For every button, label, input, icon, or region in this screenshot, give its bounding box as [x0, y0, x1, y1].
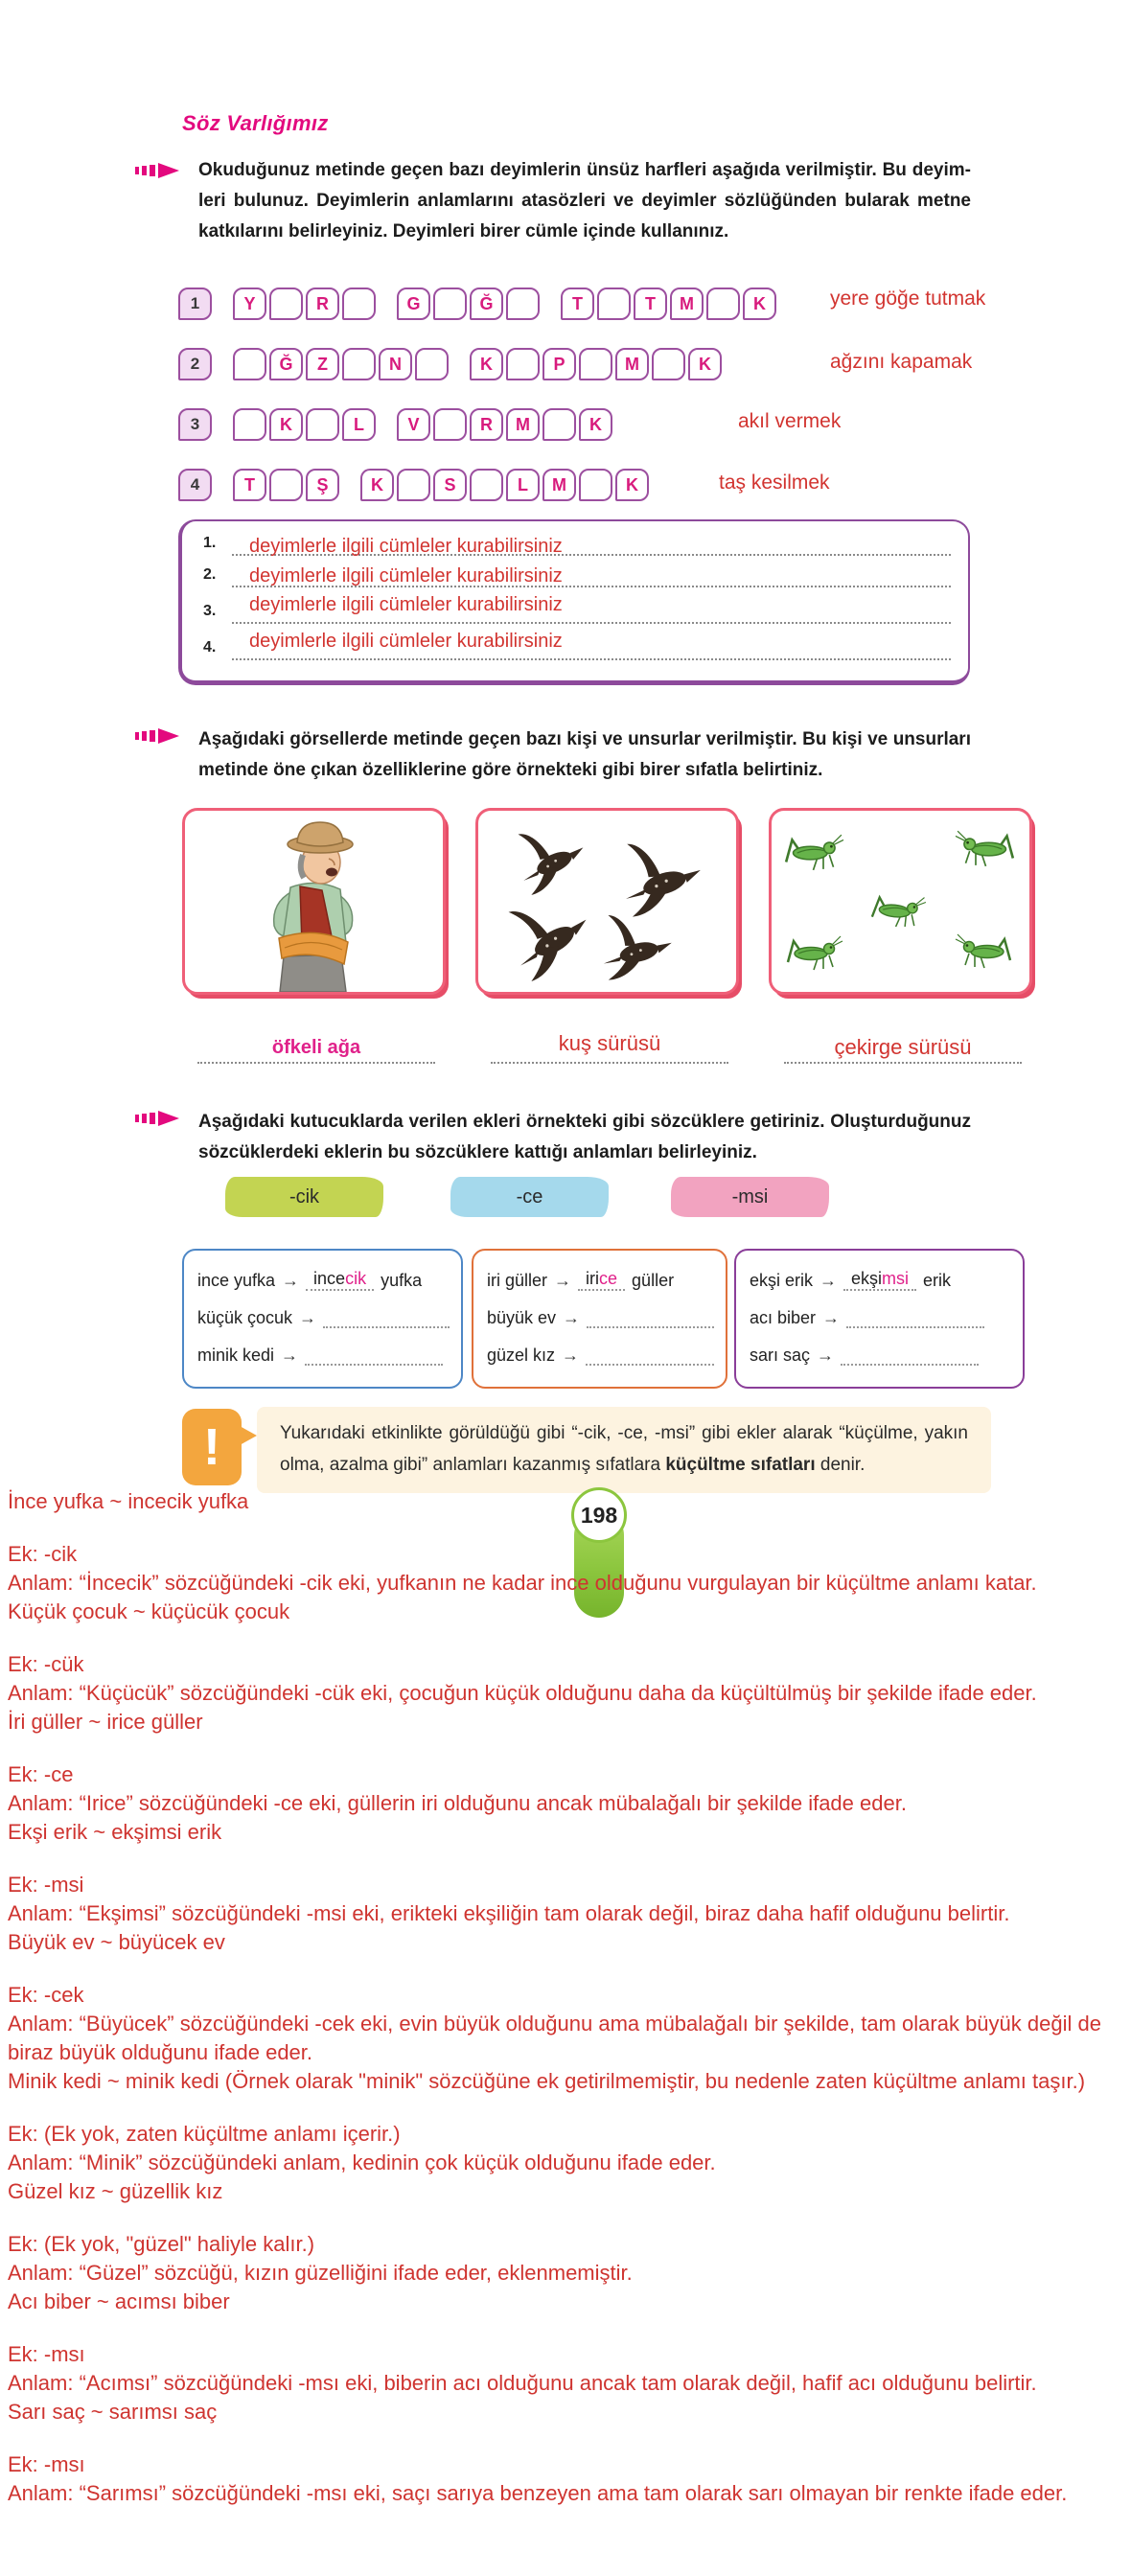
- word-tile-group: [233, 288, 376, 320]
- letter-row: [178, 408, 612, 441]
- letter-tile: K: [269, 408, 303, 441]
- letter-tile: Ğ: [269, 348, 303, 380]
- image-card-angry-agha: [182, 808, 446, 995]
- empty-letter-tile: [652, 348, 685, 380]
- page-title: Söz Varlığımız: [182, 111, 329, 135]
- answer-meaning-line: Anlam: “Küçücük” sözcüğündeki -cük eki, çocuğun küçük olduğunu daha da küçültülmüş bir şekilde ifade eder.: [8, 1681, 1037, 1705]
- word-label: ekşi erik: [750, 1271, 814, 1290]
- answer-suffix-line: Ek: -msi: [8, 1873, 84, 1897]
- empty-letter-tile: [433, 408, 467, 441]
- word-tile-group: [360, 469, 649, 501]
- answer-suffix-line: Ek: -msı: [8, 2452, 85, 2476]
- idiom-answer: akıl vermek: [738, 410, 842, 432]
- dotted-answer-line: [232, 658, 951, 660]
- note-bubble-tail: [240, 1426, 257, 1445]
- empty-letter-tile: [579, 469, 612, 501]
- suffix-chip-cik: -cik: [225, 1177, 383, 1217]
- word-row: [487, 1266, 714, 1291]
- word-label: küçük çocuk: [197, 1308, 293, 1327]
- letter-tile: Ğ: [470, 288, 503, 320]
- idiom-answer: ağzını kapamak: [830, 351, 973, 373]
- empty-letter-tile: [233, 348, 266, 380]
- empty-letter-tile: [342, 288, 376, 320]
- answer-suffix: cik: [345, 1269, 367, 1288]
- idiom-sentence-answer-box: [178, 519, 970, 685]
- word-row: [487, 1303, 714, 1328]
- word-tail: güller: [632, 1271, 675, 1290]
- empty-letter-tile: [542, 408, 576, 441]
- word-label: güzel kız: [487, 1346, 556, 1365]
- answer-suffix-line: Ek: (Ek yok, "güzel" haliyle kalır.): [8, 2232, 315, 2256]
- empty-letter-tile: [433, 288, 467, 320]
- note-text-term: küçültme sıfatları: [665, 1455, 816, 1475]
- letter-tile: M: [670, 288, 704, 320]
- arrow-right-icon: [817, 1346, 834, 1366]
- answer-meaning-line: Anlam: “Ekşimsi” sözcüğündeki -msi eki, erikteki ekşiliğin tam olarak değil, biraz daha hafif olduğunu belirtir.: [8, 1901, 1010, 1925]
- arrow-right-icon: [562, 1346, 579, 1366]
- word-label: acı biber: [750, 1308, 817, 1327]
- word-row: [750, 1341, 1011, 1366]
- answer-slot: [323, 1326, 450, 1328]
- handwritten-answer: deyimlerle ilgili cümleler kurabilirsiniz: [249, 536, 563, 557]
- angry-agha-illustration: [185, 811, 443, 992]
- answer-line-number: 2.: [203, 566, 217, 583]
- letter-row: [178, 348, 722, 380]
- note-text-part1: Yukarıdaki etkinlikte görüldüğü gibi “-cik, -ce, -msi” gibi ekler alarak “küçülme, yakın olma, azalma gibi” anlamları kazanmış sıfatlara: [280, 1423, 968, 1475]
- letter-tile: M: [615, 348, 649, 380]
- answer-suffix-line: Ek: -msı: [8, 2342, 85, 2366]
- answer-word-pair: Güzel kız ~ güzellik kız: [8, 2179, 223, 2203]
- word-tile-group: [561, 288, 776, 320]
- handwritten-answers-overlay: [8, 1487, 1123, 2508]
- word-tile-group: [397, 408, 612, 441]
- exclamation-icon: !: [182, 1409, 242, 1485]
- letter-tile: G: [397, 288, 430, 320]
- answer-suffix: ce: [599, 1269, 618, 1288]
- instruction-line: leri bulunuz. Deyimlerin anlamlarını atasözleri ve deyimler sözlüğünden bularak metne: [198, 191, 971, 211]
- caption-grasshopper-swarm: çekirge sürüsü: [834, 1035, 972, 1059]
- answer-slot: [586, 1364, 714, 1366]
- word-row: [197, 1341, 450, 1366]
- answer-meaning-line: Anlam: “İncecik” sözcüğündeki -cik eki, yufkanın ne kadar ince olduğunu vurgulayan bir küçültme anlamı katar.: [8, 1571, 1037, 1595]
- arrow-right-icon: [554, 1271, 571, 1291]
- dotted-answer-line: [232, 622, 951, 624]
- row-number-tile: 3: [178, 408, 212, 441]
- answer-slot: [306, 1269, 374, 1291]
- answer-word-pair: Acı biber ~ acımsı biber: [8, 2289, 230, 2313]
- answer-meaning-line: Anlam: “Sarımsı” sözcüğündeki -msı eki, saçı sarıya benzeyen ama tam olarak sarı olmayan bir renkte ifade eder.: [8, 2481, 1068, 2505]
- empty-letter-tile: [506, 348, 540, 380]
- answer-word-pair: Büyük ev ~ büyücek ev: [8, 1930, 225, 1954]
- word-row: [750, 1303, 1011, 1328]
- row-number-tile: 2: [178, 348, 212, 380]
- letter-tile: K: [688, 348, 722, 380]
- answer-suffix: msi: [882, 1269, 910, 1288]
- row-number-tile: 4: [178, 469, 212, 501]
- word-row: [197, 1266, 450, 1291]
- answer-stem: ekşi: [851, 1269, 883, 1288]
- word-tile-group: [233, 408, 376, 441]
- instruction-line: metinde öne çıkan özelliklerine göre örnekteki gibi birer sıfatla belirtiniz.: [198, 760, 823, 780]
- letter-tile: P: [542, 348, 576, 380]
- handwritten-answer: deyimlerle ilgili cümleler kurabilirsiniz: [249, 631, 563, 652]
- word-row: [487, 1341, 714, 1366]
- answer-suffix-line: Ek: -ce: [8, 1762, 74, 1786]
- letter-tile: L: [342, 408, 376, 441]
- instruction-line: Aşağıdaki görsellerde metinde geçen bazı kişi ve unsurlar verilmiştir. Bu kişi ve unsurları: [198, 729, 971, 749]
- bird-flock-illustration: [478, 811, 736, 992]
- answer-meaning-line: Anlam: “Acımsı” sözcüğündeki -msı eki, biberin acı olduğunu ancak tam olarak değil, hafif acı olduğunu belirtir.: [8, 2371, 1037, 2395]
- row-number-tile: 1: [178, 288, 212, 320]
- word-label: iri güller: [487, 1271, 548, 1290]
- letter-tile: K: [360, 469, 394, 501]
- answer-word-pair: Minik kedi ~ minik kedi (Örnek olarak "minik" sözcüğüne ek getirilmemiştir, bu nedenle zaten küçültme anlamı taşır.): [8, 2069, 1086, 2093]
- page-number-badge: 198: [571, 1487, 627, 1543]
- idiom-answer: taş kesilmek: [719, 472, 830, 494]
- letter-tile: R: [306, 288, 339, 320]
- letter-tile: L: [506, 469, 540, 501]
- word-label: büyük ev: [487, 1308, 557, 1327]
- letter-tile: M: [542, 469, 576, 501]
- word-tail: erik: [923, 1271, 952, 1290]
- arrow-right-icon: [299, 1308, 316, 1328]
- caption-bird-flock: kuş sürüsü: [558, 1031, 661, 1055]
- empty-letter-tile: [706, 288, 740, 320]
- letter-tile: S: [433, 469, 467, 501]
- arrow-right-icon: [819, 1271, 837, 1291]
- letter-tile: T: [233, 469, 266, 501]
- grammar-note: [257, 1407, 991, 1493]
- image-card-grasshoppers: [769, 808, 1032, 995]
- answer-suffix-line: Ek: -cek: [8, 1983, 84, 2007]
- answer-suffix-line: Ek: -cik: [8, 1542, 78, 1566]
- answer-meaning-line: Anlam: “Büyücek” sözcüğündeki -cek eki, evin büyük olduğunu ama mübalağalı bir şekilde, tam olarak büyük değil de biraz büyük olduğunu ifade eder.: [8, 2012, 1101, 2064]
- answer-slot: [305, 1364, 443, 1366]
- letter-row: [178, 469, 649, 501]
- note-text-part2: denir.: [815, 1455, 866, 1475]
- grasshopper-swarm-illustration: [772, 811, 1029, 992]
- answer-word-pair: İnce yufka ~ incecik yufka: [8, 1489, 249, 1513]
- word-box-cik: [182, 1249, 463, 1389]
- letter-tile: T: [561, 288, 594, 320]
- answer-meaning-line: Anlam: “Irice” sözcüğündeki -ce eki, güllerin iri olduğunu ancak mübalağalı bir şekilde ifade eder.: [8, 1791, 907, 1815]
- empty-letter-tile: [397, 469, 430, 501]
- word-label: sarı saç: [750, 1346, 811, 1365]
- word-tile-group: [233, 348, 449, 380]
- grammar-note-text: [280, 1417, 968, 1481]
- caption-line: [197, 1062, 435, 1064]
- letter-tile: Y: [233, 288, 266, 320]
- instruction-line: Aşağıdaki kutucuklarda verilen ekleri örnekteki gibi sözcüklere getiriniz. Oluşturduğunuz: [198, 1112, 971, 1132]
- instruction-line: katkılarını belirleyiniz. Deyimleri birer cümle içinde kullanınız.: [198, 221, 729, 242]
- answer-meaning-line: Anlam: “Güzel” sözcüğü, kızın güzelliğini ifade eder, eklenmemiştir.: [8, 2261, 633, 2285]
- answer-slot: [841, 1364, 979, 1366]
- empty-letter-tile: [415, 348, 449, 380]
- answer-word-pair: Sarı saç ~ sarımsı saç: [8, 2400, 218, 2424]
- letter-tile: Ş: [306, 469, 339, 501]
- letter-tile: K: [470, 348, 503, 380]
- word-box-msi: [734, 1249, 1025, 1389]
- empty-letter-tile: [342, 348, 376, 380]
- word-box-ce: [472, 1249, 727, 1389]
- empty-letter-tile: [470, 469, 503, 501]
- handwritten-answer: deyimlerle ilgili cümleler kurabilirsiniz: [249, 594, 563, 615]
- empty-letter-tile: [597, 288, 631, 320]
- letter-tile: N: [379, 348, 412, 380]
- answer-word-pair: Ekşi erik ~ ekşimsi erik: [8, 1820, 222, 1844]
- letter-tile: K: [579, 408, 612, 441]
- answer-slot: [843, 1269, 916, 1291]
- caption-line: [784, 1062, 1022, 1064]
- letter-tile: R: [470, 408, 503, 441]
- arrow-right-icon: [563, 1308, 580, 1328]
- word-row: [197, 1303, 450, 1328]
- answer-slot: [846, 1326, 984, 1328]
- word-row: [750, 1266, 1011, 1291]
- answer-stem: ince: [313, 1269, 346, 1288]
- letter-tile: Z: [306, 348, 339, 380]
- answer-line-number: 3.: [203, 603, 217, 619]
- answer-meaning-line: Anlam: “Minik” sözcüğündeki anlam, kedinin çok küçük olduğunu ifade eder.: [8, 2150, 716, 2174]
- word-label: ince yufka: [197, 1271, 276, 1290]
- answer-line-number: 1.: [203, 535, 217, 551]
- letter-tile: M: [506, 408, 540, 441]
- arrow-right-icon: [822, 1308, 840, 1328]
- empty-letter-tile: [579, 348, 612, 380]
- idiom-answer: yere göğe tutmak: [830, 288, 986, 310]
- empty-letter-tile: [506, 288, 540, 320]
- answer-stem: iri: [586, 1269, 600, 1288]
- empty-letter-tile: [269, 469, 303, 501]
- letter-tile: V: [397, 408, 430, 441]
- empty-letter-tile: [269, 288, 303, 320]
- word-tile-group: [233, 469, 339, 501]
- handwritten-answer: deyimlerle ilgili cümleler kurabilirsiniz: [249, 565, 563, 586]
- word-tile-group: [397, 288, 540, 320]
- word-tail: yufka: [381, 1271, 423, 1290]
- instruction-line: Okuduğunuz metinde geçen bazı deyimlerin ünsüz harfleri aşağıda verilmiştir. Bu deyim-: [198, 160, 971, 180]
- answer-suffix-line: Ek: -cük: [8, 1652, 84, 1676]
- answer-suffix-line: Ek: (Ek yok, zaten küçültme anlamı içerir.): [8, 2122, 401, 2146]
- letter-tile: K: [615, 469, 649, 501]
- caption-line: [491, 1062, 728, 1064]
- suffix-chip-msi: -msi: [671, 1177, 829, 1217]
- word-tile-group: [470, 348, 722, 380]
- empty-letter-tile: [306, 408, 339, 441]
- answer-word-pair: Küçük çocuk ~ küçücük çocuk: [8, 1599, 290, 1623]
- answer-slot: [578, 1269, 625, 1291]
- answer-slot: [587, 1326, 714, 1328]
- letter-tile: T: [634, 288, 667, 320]
- letter-row: [178, 288, 776, 320]
- instruction-line: sözcüklerdeki eklerin bu sözcüklere kattığı anlamları belirleyiniz.: [198, 1142, 757, 1162]
- answer-line-number: 4.: [203, 639, 217, 656]
- image-card-bird-flock: [475, 808, 739, 995]
- caption-angry-agha: öfkeli ağa: [271, 1037, 361, 1058]
- empty-letter-tile: [233, 408, 266, 441]
- arrow-right-icon: [282, 1271, 299, 1291]
- letter-tile: K: [743, 288, 776, 320]
- word-label: minik kedi: [197, 1346, 275, 1365]
- arrow-right-icon: [281, 1346, 298, 1366]
- suffix-chip-ce: -ce: [450, 1177, 609, 1217]
- answer-word-pair: İri güller ~ irice güller: [8, 1710, 203, 1734]
